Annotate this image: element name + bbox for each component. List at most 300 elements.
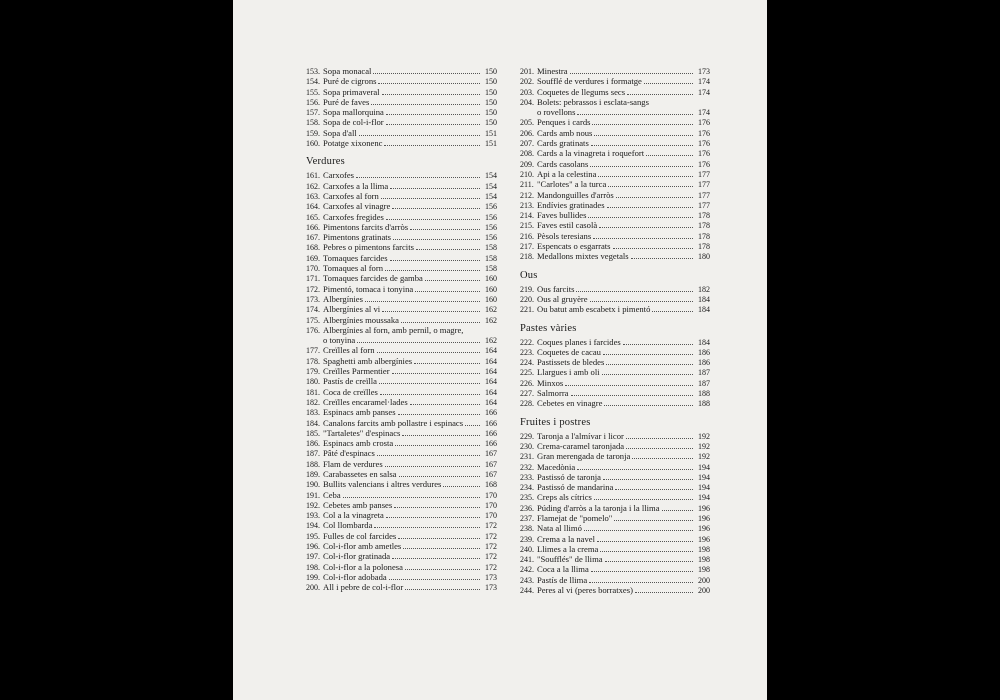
entry-number: 213. — [520, 200, 534, 210]
toc-entry — [520, 367, 710, 377]
toc-entry — [520, 378, 710, 388]
page-number: 162 — [485, 305, 497, 315]
page-number: 184 — [698, 305, 710, 315]
page-number: 174 — [698, 108, 710, 118]
dot-leader — [343, 490, 480, 498]
dot-leader — [398, 531, 480, 539]
entry-number: 175. — [306, 315, 320, 325]
dot-leader — [377, 448, 480, 456]
entry-number: 189. — [306, 469, 320, 479]
toc-entry — [520, 251, 710, 261]
toc-entry — [520, 337, 710, 347]
toc-entry — [520, 76, 710, 86]
dot-leader — [646, 148, 693, 156]
entry-title: Carxofes al vinagre — [323, 201, 391, 212]
entry-number: 239. — [520, 534, 534, 544]
page-number: 158 — [485, 264, 497, 274]
toc-entry — [306, 117, 497, 127]
toc-entry — [520, 492, 710, 502]
toc-entry — [306, 490, 497, 500]
toc-entry — [306, 376, 497, 386]
toc-entry — [520, 431, 710, 441]
dot-leader — [382, 304, 480, 312]
toc-entry — [306, 170, 497, 180]
entry-title: Soufflé de verdures i formatge — [537, 76, 642, 87]
dot-leader — [378, 76, 480, 84]
toc-entry — [306, 397, 497, 407]
page-number: 173 — [485, 583, 497, 593]
toc-right-column — [520, 66, 710, 595]
page-number: 174 — [698, 87, 710, 97]
dot-leader — [356, 170, 480, 178]
dot-leader — [359, 128, 480, 136]
entry-title: Carxofes a la llima — [323, 180, 389, 191]
entry-title: Spaghetti amb albergínies — [323, 355, 413, 366]
entry-title: Faves bullides — [537, 210, 587, 221]
toc-entry — [306, 304, 497, 314]
entry-number: 155. — [306, 87, 320, 97]
entry-number: 159. — [306, 128, 320, 138]
dot-leader — [398, 407, 480, 415]
dot-leader — [577, 462, 693, 470]
entry-number: 160. — [306, 139, 320, 149]
entry-title: Creïlles al forn — [323, 345, 375, 356]
dot-leader — [604, 398, 693, 406]
dot-leader — [410, 222, 480, 230]
entry-number: 243. — [520, 575, 534, 585]
section-heading: Fruites i postres — [520, 416, 591, 428]
entry-title: Peres al vi (peres borratxes) — [537, 585, 633, 596]
toc-entry — [306, 387, 497, 397]
entry-title: Gran merengada de taronja — [537, 451, 631, 462]
page-number: 200 — [698, 575, 710, 585]
entry-title: Ceba — [323, 489, 341, 500]
entry-number: 200. — [306, 583, 320, 593]
page-number: 192 — [698, 431, 710, 441]
entry-title: Albergínies al vi — [323, 304, 381, 315]
page-number: 186 — [698, 358, 710, 368]
entry-number: 217. — [520, 242, 534, 252]
entry-number: 222. — [520, 337, 534, 347]
toc-entry — [520, 585, 710, 595]
page-number: 172 — [485, 542, 497, 552]
dot-leader — [635, 585, 693, 593]
entry-title: Tomaques al forn — [323, 263, 384, 274]
page-number: 194 — [698, 472, 710, 482]
entry-number: 153. — [306, 67, 320, 76]
entry-title: o tonyina — [323, 335, 356, 346]
dot-leader — [605, 554, 693, 562]
page-number: 177 — [698, 190, 710, 200]
page-number: 184 — [698, 337, 710, 347]
toc-entry — [520, 304, 710, 314]
toc-entry — [306, 294, 497, 304]
dot-leader — [594, 492, 693, 500]
entry-title: Canalons farcits amb pollastre i espinacs — [323, 417, 464, 428]
dot-leader — [399, 469, 481, 477]
entry-number: 173. — [306, 294, 320, 304]
dot-leader — [632, 451, 693, 459]
dot-leader — [394, 500, 480, 508]
toc-entry — [520, 138, 710, 148]
entry-number: 166. — [306, 222, 320, 232]
entry-number: 233. — [520, 472, 534, 482]
page-number: 166 — [485, 418, 497, 428]
entry-number: 244. — [520, 586, 534, 596]
dot-leader — [385, 263, 480, 271]
dot-leader — [626, 441, 693, 449]
page-number: 167 — [485, 449, 497, 459]
entry-number: 216. — [520, 231, 534, 241]
dot-leader — [588, 210, 693, 218]
toc-entry — [520, 523, 710, 533]
dot-leader — [392, 551, 480, 559]
page-number: 178 — [698, 231, 710, 241]
page-number: 192 — [698, 441, 710, 451]
toc-entry — [520, 241, 710, 251]
toc-entry — [520, 97, 710, 107]
page-number: 176 — [698, 128, 710, 138]
page-number: 160 — [485, 274, 497, 284]
dot-leader — [644, 76, 693, 84]
dot-leader — [571, 388, 693, 396]
toc-entry — [306, 551, 497, 561]
page-number: 164 — [485, 397, 497, 407]
dot-leader — [402, 428, 480, 436]
dot-leader — [386, 107, 480, 115]
entry-title: Col-i-flor a la polonesa — [323, 561, 403, 572]
dot-leader — [357, 335, 480, 343]
entry-number: 198. — [306, 562, 320, 572]
entry-number: 188. — [306, 459, 320, 469]
entry-number: 165. — [306, 212, 320, 222]
section-heading: Pastes vàries — [520, 322, 577, 334]
dot-leader — [395, 438, 480, 446]
toc-entry-continuation — [306, 335, 497, 345]
entry-number: 229. — [520, 431, 534, 441]
entry-title: Pastissets de bledes — [537, 357, 605, 368]
entry-title: Llimes a la crema — [537, 543, 599, 554]
page-number: 187 — [698, 378, 710, 388]
page-number: 198 — [698, 565, 710, 575]
page-number: 167 — [485, 459, 497, 469]
entry-number: 230. — [520, 441, 534, 451]
entry-title: Pâté d'espinacs — [323, 448, 375, 459]
entry-number: 228. — [520, 399, 534, 409]
dot-leader — [390, 181, 480, 189]
entry-title: Ou batut amb escabetx i pimentó — [537, 304, 651, 315]
toc-entry — [306, 459, 497, 469]
dot-leader — [373, 66, 480, 74]
entry-number: 206. — [520, 128, 534, 138]
toc-entry — [520, 482, 710, 492]
dot-leader — [381, 191, 480, 199]
page-number: 150 — [485, 118, 497, 128]
dot-leader — [465, 418, 480, 426]
toc-entry — [306, 500, 497, 510]
entry-title: Cebetes amb panses — [323, 499, 393, 510]
toc-entry — [520, 159, 710, 169]
entry-title: Pastís de creïlla — [323, 376, 377, 387]
entry-title: Faves estil casolà — [537, 220, 598, 231]
entry-title: Sopa d'all — [323, 127, 357, 138]
page-number: 154 — [485, 171, 497, 181]
dot-leader — [576, 284, 693, 292]
dot-leader — [591, 564, 693, 572]
entry-title: "Carlotes" a la turca — [537, 179, 607, 190]
dot-leader — [591, 138, 693, 146]
entry-number: 177. — [306, 346, 320, 356]
entry-title: Pimentons farcits d'arròs — [323, 221, 409, 232]
toc-entry — [306, 562, 497, 572]
toc-entry — [520, 462, 710, 472]
dot-leader — [386, 117, 480, 125]
dot-leader — [416, 242, 480, 250]
entry-title: Potatge xixonenc — [323, 138, 383, 149]
dot-leader — [627, 87, 693, 95]
toc-entry — [306, 572, 497, 582]
entry-title: Creïlles Parmentier — [323, 366, 390, 377]
entry-title: Puré de faves — [323, 96, 370, 107]
entry-title: Salmorra — [537, 388, 569, 399]
dot-leader — [607, 200, 693, 208]
toc-entry — [520, 388, 710, 398]
toc-entry — [306, 438, 497, 448]
page-number: 156 — [485, 233, 497, 243]
dot-leader — [597, 534, 693, 542]
entry-title: Pastissó de taronja — [537, 471, 601, 482]
toc-entry — [306, 97, 497, 107]
dot-leader — [371, 97, 480, 105]
toc-entry — [306, 222, 497, 232]
dot-leader — [570, 66, 693, 74]
page-number: 158 — [485, 253, 497, 263]
page-number: 174 — [698, 77, 710, 87]
toc-entry — [520, 220, 710, 230]
page-number: 156 — [485, 222, 497, 232]
entry-number: 232. — [520, 462, 534, 472]
dot-leader — [386, 212, 480, 220]
toc-entry — [520, 441, 710, 451]
toc-entry — [306, 325, 497, 335]
page-number: 172 — [485, 562, 497, 572]
toc-entry — [520, 451, 710, 461]
page-number: 160 — [485, 284, 497, 294]
dot-leader — [425, 273, 480, 281]
page-number: 172 — [485, 552, 497, 562]
dot-leader — [393, 232, 480, 240]
page-number: 164 — [485, 356, 497, 366]
entry-number: 180. — [306, 377, 320, 387]
toc-entry — [520, 554, 710, 564]
entry-number: 227. — [520, 389, 534, 399]
toc-entry — [520, 347, 710, 357]
entry-title: Tomaques farcides de gamba — [323, 273, 423, 284]
entry-number: 197. — [306, 552, 320, 562]
entry-number: 242. — [520, 565, 534, 575]
toc-entry — [306, 315, 497, 325]
entry-number: 211. — [520, 180, 534, 190]
toc-entry — [306, 418, 497, 428]
dot-leader — [385, 459, 480, 467]
entry-title: Bolets: pebrassos i esclata-sangs — [537, 96, 649, 107]
dot-leader — [403, 541, 480, 549]
entry-number: 223. — [520, 347, 534, 357]
page-number: 170 — [485, 500, 497, 510]
page-number: 198 — [698, 544, 710, 554]
entry-number: 226. — [520, 378, 534, 388]
dot-leader — [593, 231, 693, 239]
page-number: 194 — [698, 483, 710, 493]
toc-entry — [306, 366, 497, 376]
page-number: 156 — [485, 202, 497, 212]
toc-entry — [520, 513, 710, 523]
toc-entry — [520, 357, 710, 367]
toc-entry — [520, 564, 710, 574]
entry-number: 172. — [306, 284, 320, 294]
entry-number: 241. — [520, 555, 534, 565]
page-number: 150 — [485, 108, 497, 118]
dot-leader — [401, 315, 480, 323]
page-number: 177 — [698, 180, 710, 190]
entry-title: Fulles de col farcides — [323, 530, 397, 541]
entry-title: Sopa mallorquina — [323, 107, 384, 118]
page-number: 170 — [485, 490, 497, 500]
toc-entry — [306, 428, 497, 438]
entry-number: 220. — [520, 294, 534, 304]
entry-number: 212. — [520, 190, 534, 200]
entry-number: 231. — [520, 452, 534, 462]
toc-entry — [520, 148, 710, 158]
page-number: 187 — [698, 368, 710, 378]
entry-title: Pèsols teresians — [537, 230, 592, 241]
entry-number: 168. — [306, 243, 320, 253]
entry-number: 208. — [520, 149, 534, 159]
entry-number: 190. — [306, 480, 320, 490]
entry-number: 193. — [306, 511, 320, 521]
entry-title: Mandonguilles d'arròs — [537, 189, 614, 200]
entry-number: 171. — [306, 274, 320, 284]
dot-leader — [415, 284, 480, 292]
toc-entry — [520, 575, 710, 585]
entry-number: 181. — [306, 387, 320, 397]
dot-leader — [602, 367, 693, 375]
entry-number: 236. — [520, 503, 534, 513]
toc-entry — [520, 128, 710, 138]
toc-entry — [306, 242, 497, 252]
entry-title: Pebres o pimentons farcits — [323, 242, 414, 253]
section-heading: Ous — [520, 269, 538, 281]
toc-entry — [306, 448, 497, 458]
toc-entry — [306, 531, 497, 541]
page-number: 164 — [485, 387, 497, 397]
toc-entry — [520, 284, 710, 294]
entry-number: 169. — [306, 253, 320, 263]
entry-number: 195. — [306, 531, 320, 541]
dot-leader — [615, 482, 693, 490]
toc-entry — [520, 503, 710, 513]
entry-number: 221. — [520, 305, 534, 315]
toc-entry — [520, 87, 710, 97]
page-number: 178 — [698, 221, 710, 231]
entry-number: 225. — [520, 368, 534, 378]
page-number: 196 — [698, 503, 710, 513]
dot-leader — [626, 431, 693, 439]
dot-leader — [390, 253, 480, 261]
entry-number: 167. — [306, 233, 320, 243]
page-number: 178 — [698, 242, 710, 252]
entry-title: Cebetes en vinagre — [537, 398, 603, 409]
toc-entry — [520, 190, 710, 200]
entry-title: Nata al llimó — [537, 523, 582, 534]
dot-leader — [613, 241, 694, 249]
entry-title: Minxos — [537, 377, 564, 388]
toc-entry — [306, 76, 497, 86]
toc-entry — [306, 181, 497, 191]
entry-number: 163. — [306, 191, 320, 201]
page-number: 173 — [698, 67, 710, 76]
toc-entry — [520, 117, 710, 127]
entry-number: 174. — [306, 305, 320, 315]
page-number: 150 — [485, 87, 497, 97]
dot-leader — [577, 107, 693, 115]
entry-title: Coquetes de cacau — [537, 346, 601, 357]
page-number: 160 — [485, 294, 497, 304]
entry-title: Coca de creïlles — [323, 386, 378, 397]
entry-title: Flam de verdures — [323, 458, 383, 469]
toc-entry — [306, 212, 497, 222]
toc-entry — [520, 231, 710, 241]
toc-entry — [306, 232, 497, 242]
page-number: 196 — [698, 513, 710, 523]
entry-title: All i pebre de col-i-flor — [323, 582, 404, 593]
dot-leader — [405, 582, 480, 590]
toc-entry — [306, 356, 497, 366]
dot-leader — [599, 220, 693, 228]
entry-number: 192. — [306, 500, 320, 510]
page-number: 154 — [485, 181, 497, 191]
page-number: 164 — [485, 346, 497, 356]
entry-title: Llargues i amb oli — [537, 367, 600, 378]
toc-entry — [306, 520, 497, 530]
entry-title: Cards amb nous — [537, 127, 593, 138]
entry-number: 207. — [520, 139, 534, 149]
entry-number: 234. — [520, 483, 534, 493]
entry-title: Albergínies moussaka — [323, 314, 399, 325]
page-number: 180 — [698, 252, 710, 262]
page-number: 178 — [698, 211, 710, 221]
entry-number: 179. — [306, 367, 320, 377]
page-number: 198 — [698, 555, 710, 565]
entry-title: Carabassetes en salsa — [323, 468, 397, 479]
entry-title: Coques planes i farcides — [537, 336, 621, 347]
dot-leader — [652, 304, 693, 312]
entry-number: 185. — [306, 428, 320, 438]
toc-entry — [306, 253, 497, 263]
page-number: 172 — [485, 531, 497, 541]
entry-number: 205. — [520, 118, 534, 128]
entry-number: 191. — [306, 490, 320, 500]
entry-title: Bullits valencians i altres verdures — [323, 479, 442, 490]
page-number: 156 — [485, 212, 497, 222]
entry-number: 235. — [520, 493, 534, 503]
entry-number: 202. — [520, 77, 534, 87]
dot-leader — [590, 159, 693, 167]
entry-number: 201. — [520, 67, 534, 76]
entry-title: Col-i-flor gratinada — [323, 551, 391, 562]
entry-number: 182. — [306, 397, 320, 407]
entry-number: 209. — [520, 159, 534, 169]
